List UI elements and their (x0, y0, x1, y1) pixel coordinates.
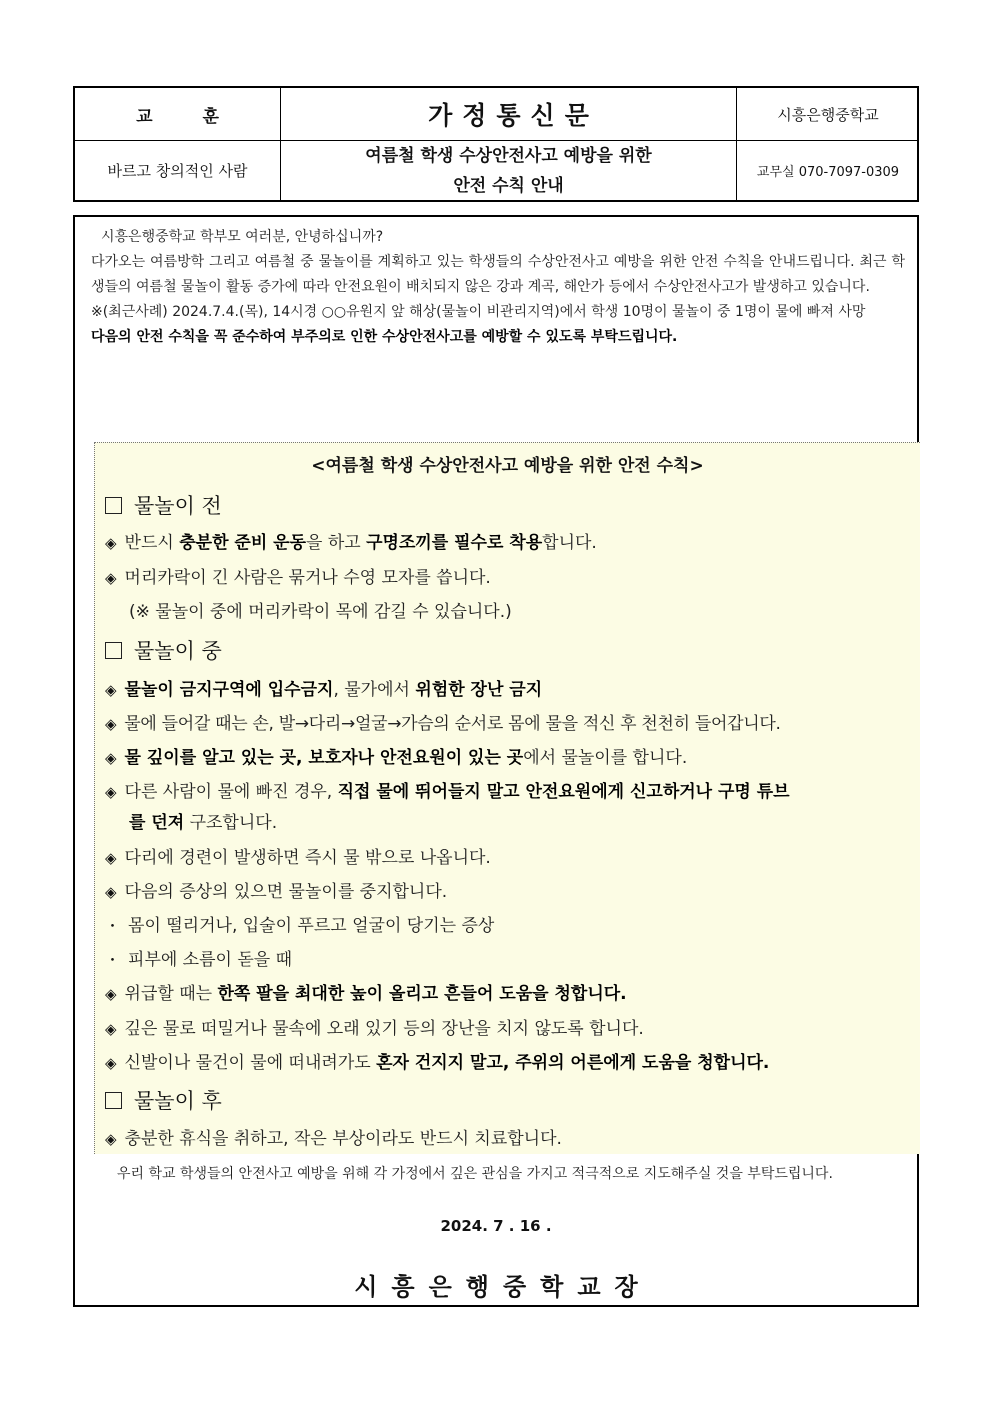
rule-item: ◈ 충분한 휴식을 취하고, 작은 부상이라도 반드시 치료합니다. (105, 1129, 562, 1149)
symptom-item: ・ 몸이 떨리거나, 입술이 푸르고 얼굴이 당기는 증상 (105, 916, 495, 936)
rule-item: ◈ 다음의 증상의 있으면 물놀이를 중지합니다. (105, 882, 448, 902)
diamond-bullet-icon: ◈ (105, 783, 117, 801)
principal-signature: 시흥은행중학교장 (354, 1273, 652, 1301)
rule-item: ◈ 다리에 경련이 발생하면 즉시 물 밖으로 나옵니다. (105, 848, 491, 868)
checkbox-icon (105, 1092, 122, 1109)
intro-section (91, 225, 905, 350)
issue-date: 2024. 7 . 16 . (440, 1217, 552, 1235)
rule-item: ◈ 물에 들어갈 때는 손, 발→다리→얼굴→가슴의 순서로 몸에 물을 적신 후 천천히 들어갑니다. (105, 714, 781, 734)
diamond-bullet-icon: ◈ (105, 534, 117, 552)
subject-line-1: 여름철 학생 수상안전사고 예방을 위한 (365, 145, 652, 166)
section-after: 물놀이 후 (105, 1085, 222, 1115)
rule-item: ◈ 물놀이 금지구역에 입수금지, 물가에서 위험한 장난 금지 (105, 680, 543, 700)
safety-rules-box (94, 442, 920, 1154)
diamond-bullet-icon: ◈ (105, 715, 117, 733)
section-before: 물놀이 전 (105, 490, 222, 520)
request-sentence: 다음의 안전 수칙을 꼭 준수하여 부주의로 인한 수상안전사고를 예방할 수 있도록 부탁드립니다. (91, 329, 678, 345)
diamond-bullet-icon: ◈ (105, 749, 117, 767)
rule-item-continued: 를 던져 구조합니다. (129, 813, 278, 833)
diamond-bullet-icon: ◈ (105, 985, 117, 1003)
diamond-bullet-icon: ◈ (105, 883, 117, 901)
rule-item: ◈ 다른 사람이 물에 빠진 경우, 직접 물에 뛰어들지 말고 안전요원에게 신고하거나 구명 튜브 (105, 782, 790, 802)
motto-heading: 교 훈 (136, 106, 241, 127)
greeting: 시흥은행중학교 학부모 여러분, 안녕하십니까? (101, 229, 384, 245)
office-phone: 교무실 070-7097-0309 (756, 165, 900, 180)
dot-bullet-icon: ・ (105, 917, 121, 935)
diamond-bullet-icon: ◈ (105, 1130, 117, 1148)
rules-title: <여름철 학생 수상안전사고 예방을 위한 안전 수칙> (311, 456, 704, 476)
diamond-bullet-icon: ◈ (105, 569, 117, 587)
rule-item: ◈ 깊은 물로 떠밀거나 물속에 오래 있기 등의 장난을 치지 않도록 합니다. (105, 1019, 644, 1039)
notice-subject (281, 141, 736, 200)
intro-paragraph: 다가오는 여름방학 그리고 여름철 중 물놀이를 계획하고 있는 학생들의 수상안전사고 예방을 위한 안전 수칙을 안내드립니다. 최근 학생들의 여름철 물놀이 활동 증가에 따라 안전요원이 배치되지 않은 강과 계곡, 해안가 등에서 수상안전사고가 발생하고 있습니다. (91, 254, 905, 295)
section-during: 물놀이 중 (105, 635, 222, 665)
header-table (73, 86, 919, 202)
rule-note: (※ 물놀이 중에 머리카락이 목에 감길 수 있습니다.) (129, 602, 512, 622)
diamond-bullet-icon: ◈ (105, 681, 117, 699)
letter-body (73, 215, 919, 1307)
closing-paragraph: 우리 학교 학생들의 안전사고 예방을 위해 각 가정에서 깊은 관심을 가지고 적극적으로 지도해주실 것을 부탁드립니다. (117, 1166, 833, 1182)
checkbox-icon (105, 497, 122, 514)
document-title: 가정통신문 (428, 101, 599, 130)
school-name: 시흥은행중학교 (777, 105, 879, 124)
diamond-bullet-icon: ◈ (105, 1020, 117, 1038)
rule-item: ◈ 신발이나 물건이 물에 떠내려가도 혼자 건지지 말고, 주위의 어른에게 도움을 청합니다. (105, 1053, 770, 1073)
symptom-item: ・ 피부에 소름이 돋을 때 (105, 950, 293, 970)
dot-bullet-icon: ・ (105, 951, 121, 969)
rule-item: ◈ 반드시 충분한 준비 운동을 하고 구명조끼를 필수로 착용합니다. (105, 533, 597, 553)
rule-item: ◈ 물 깊이를 알고 있는 곳, 보호자나 안전요원이 있는 곳에서 물놀이를 합니다. (105, 748, 688, 768)
diamond-bullet-icon: ◈ (105, 849, 117, 867)
rule-item: ◈ 위급할 때는 한쪽 팔을 최대한 높이 올리고 흔들어 도움을 청합니다. (105, 984, 627, 1004)
diamond-bullet-icon: ◈ (105, 1054, 117, 1072)
subject-line-2: 안전 수칙 안내 (453, 175, 564, 196)
rule-item: ◈ 머리카락이 긴 사람은 묶거나 수영 모자를 씁니다. (105, 568, 491, 588)
checkbox-icon (105, 642, 122, 659)
school-motto: 바르고 창의적인 사람 (107, 162, 248, 180)
recent-case: ※(최근사례) 2024.7.4.(목), 14시경 ○○유원지 앞 해상(물놀이 비관리지역)에서 학생 10명이 물놀이 중 1명이 물에 빠져 사망 (91, 304, 866, 320)
